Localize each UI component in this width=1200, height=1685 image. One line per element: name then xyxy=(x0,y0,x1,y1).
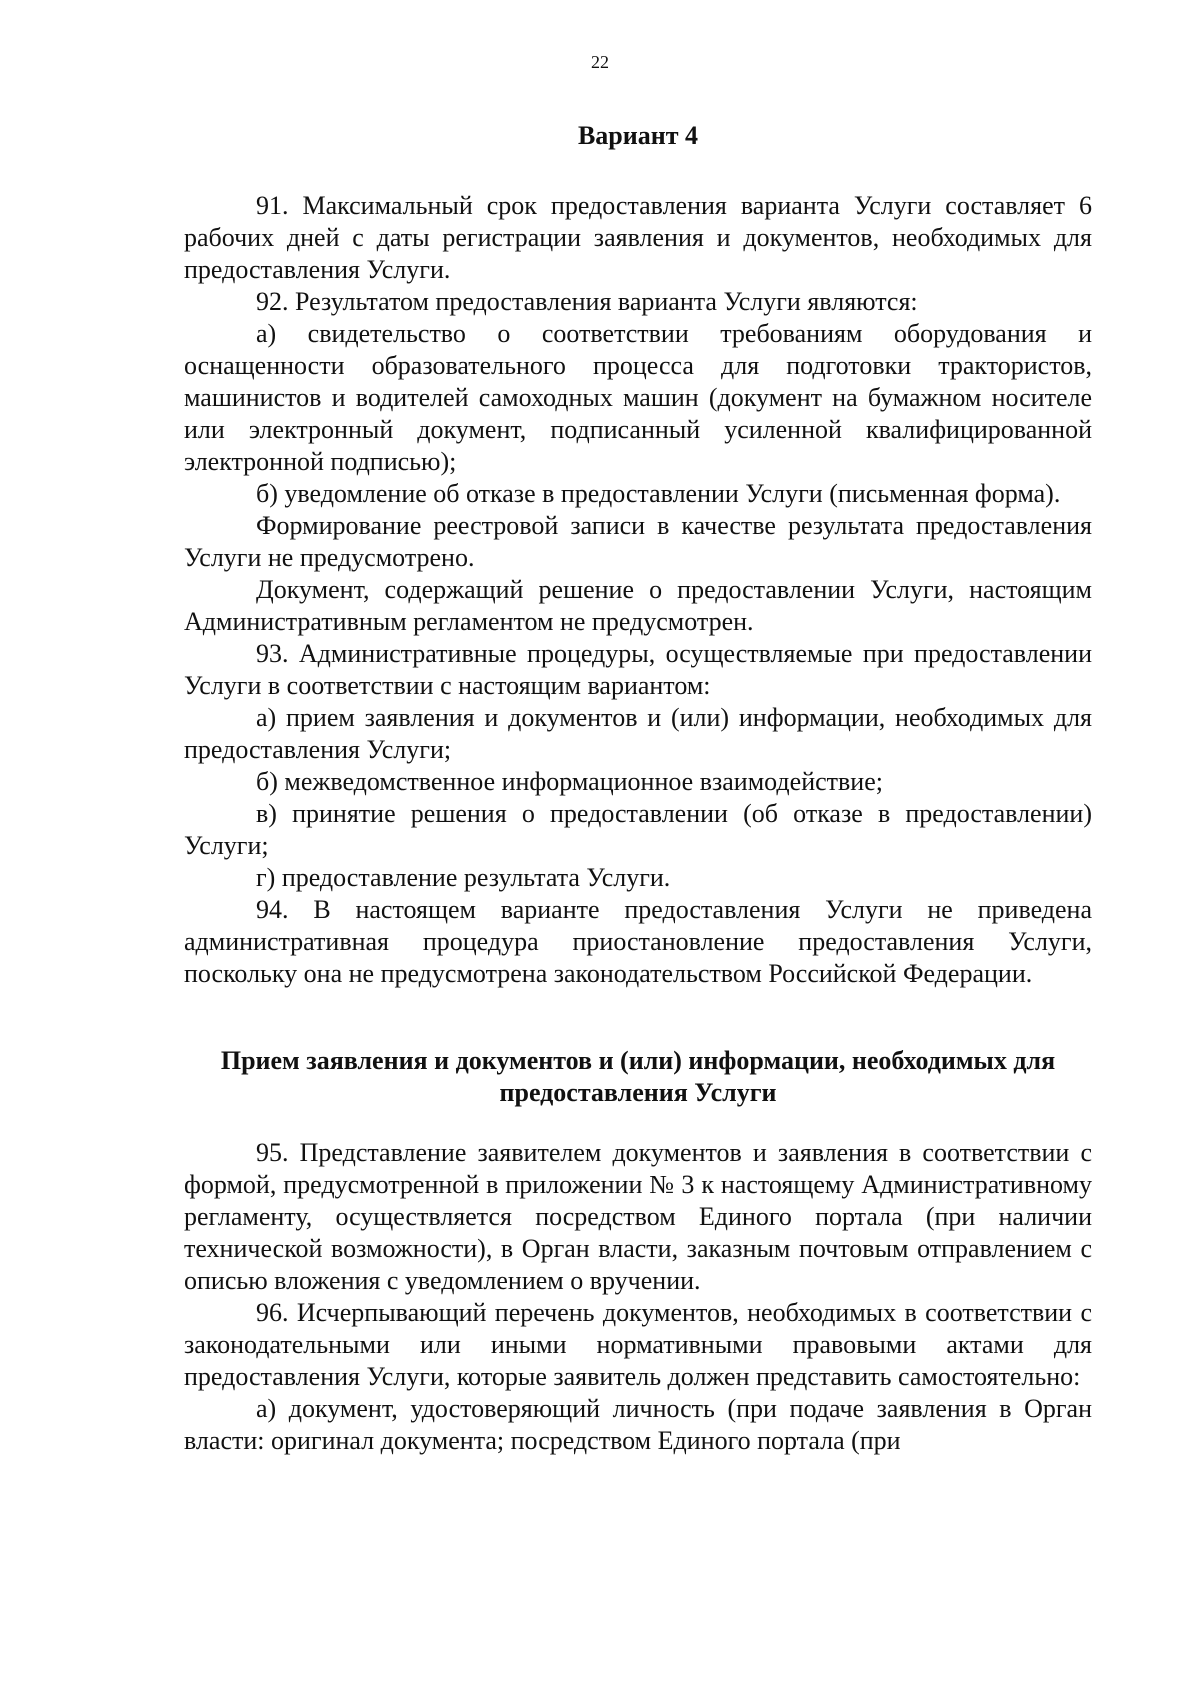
paragraph-93-a: а) прием заявления и документов и (или) информации, необходимых для предоставления Услуги; xyxy=(184,703,1092,764)
paragraph-92-b: б) уведомление об отказе в предоставлении Услуги (письменная форма). xyxy=(256,479,1061,508)
paragraph-92: 92. Результатом предоставления варианта Услуги являются: xyxy=(256,287,918,316)
document-body xyxy=(184,120,1092,1457)
paragraph-92-a: а) свидетельство о соответствии требованиям оборудования и оснащенности образовательного процесса для подготовки трактористов, машинистов и водителей самоходных машин (документ на бумажном носителе или электронный документ, подписанный усиленной квалифицированной электронной подписью); xyxy=(184,319,1092,476)
paragraph-95: 95. Представление заявителем документов и заявления в соответствии с формой, предусмотренной в приложении № 3 к настоящему Административному регламенту, осуществляется посредством Единого портала (при наличии технической возможности), в Орган власти, заказным почтовым отправлением с описью вложения с уведомлением о вручении. xyxy=(184,1138,1092,1295)
section-heading: Прием заявления и документов и (или) информации, необходимых для предоставления Услуги xyxy=(220,1046,1056,1107)
paragraph-93-b: б) межведомственное информационное взаимодействие; xyxy=(256,767,883,796)
paragraph-96: 96. Исчерпывающий перечень документов, необходимых в соответствии с законодательными или иными нормативными правовыми актами для предоставления Услуги, которые заявитель должен представить самостоятельно: xyxy=(184,1298,1092,1391)
paragraph-registry-note: Формирование реестровой записи в качестве результата предоставления Услуги не предусмотрено. xyxy=(184,511,1092,572)
paragraph-93-g: г) предоставление результата Услуги. xyxy=(256,863,671,892)
paragraph-91: 91. Максимальный срок предоставления варианта Услуги составляет 6 рабочих дней с даты регистрации заявления и документов, необходимых для предоставления Услуги. xyxy=(184,191,1092,284)
paragraph-96-a: а) документ, удостоверяющий личность (при подаче заявления в Орган власти: оригинал документа; посредством Единого портала (при xyxy=(184,1394,1092,1455)
paragraph-93-v: в) принятие решения о предоставлении (об отказе в предоставлении) Услуги; xyxy=(184,799,1092,860)
paragraph-93: 93. Административные процедуры, осуществляемые при предоставлении Услуги в соответствии с настоящим вариантом: xyxy=(184,639,1092,700)
paragraph-94: 94. В настоящем варианте предоставления Услуги не приведена административная процедура приостановление предоставления Услуги, поскольку она не предусмотрена законодательством Российской Федерации. xyxy=(184,895,1092,988)
variant-heading: Вариант 4 xyxy=(577,121,699,150)
paragraph-decision-note: Документ, содержащий решение о предоставлении Услуги, настоящим Административным регламентом не предусмотрен. xyxy=(184,575,1092,636)
page-number: 22 xyxy=(591,52,609,72)
